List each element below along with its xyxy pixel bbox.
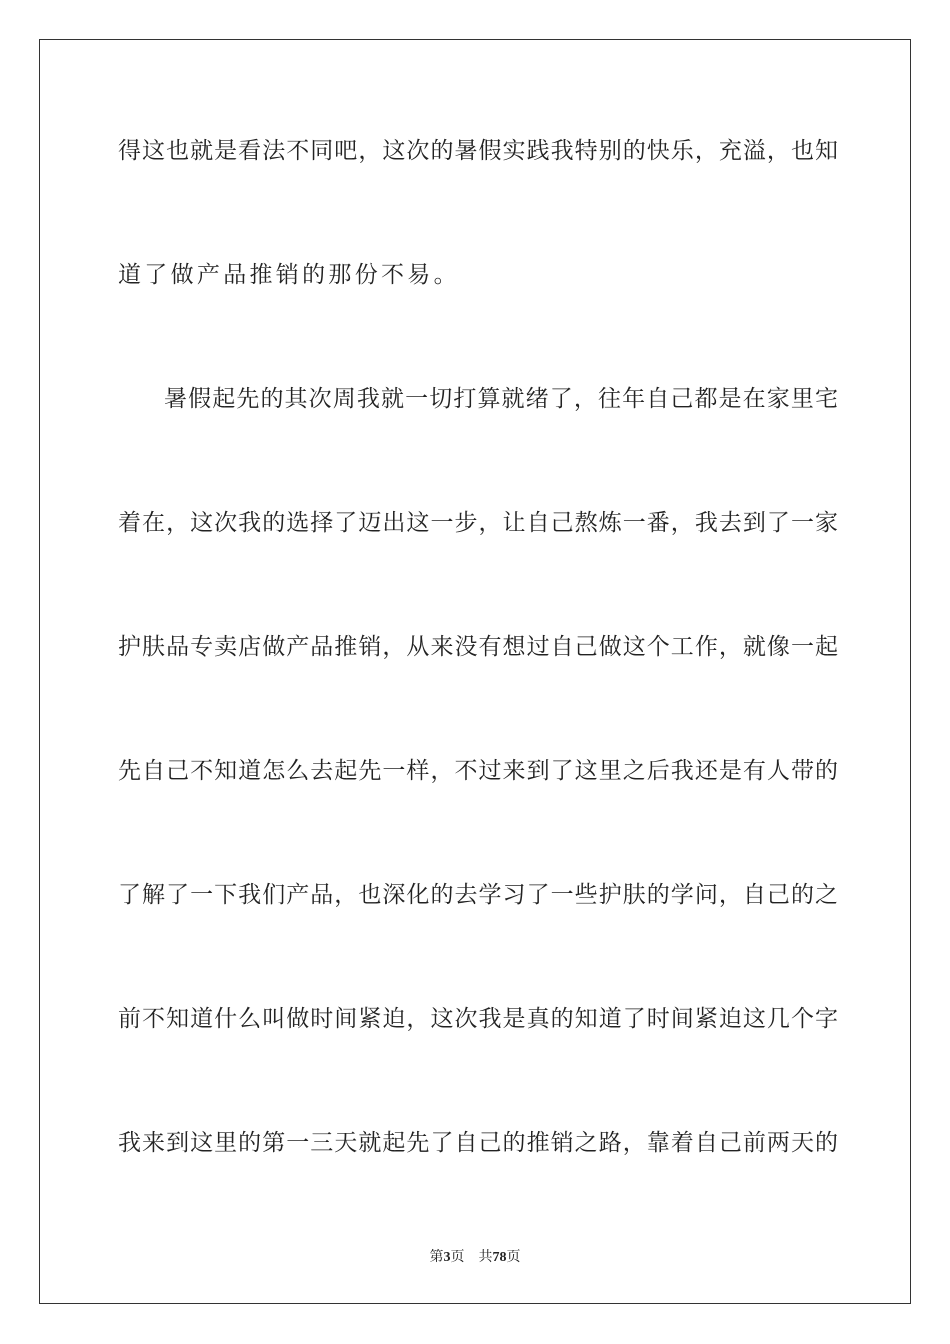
- page-number: 3: [443, 1250, 451, 1265]
- total-prefix: 共: [478, 1250, 493, 1265]
- total-pages: 78: [492, 1250, 507, 1265]
- paragraph-line: 着在，这次我的选择了迈出这一步，让自己熬炼一番，我去到了一家: [118, 510, 838, 536]
- page-footer: [0, 1246, 950, 1266]
- paragraph-line: 先自己不知道怎么去起先一样，不过来到了这里之后我还是有人带的: [118, 758, 838, 784]
- page-border: [39, 39, 911, 1304]
- page-suffix: 页: [450, 1250, 465, 1265]
- page-prefix: 第: [429, 1250, 444, 1265]
- paragraph-line: 我来到这里的第一三天就起先了自己的推销之路，靠着自己前两天的: [118, 1130, 838, 1156]
- total-suffix: 页: [506, 1250, 521, 1265]
- paragraph-line: 得这也就是看法不同吧，这次的暑假实践我特别的快乐，充溢，也知: [118, 138, 838, 164]
- paragraph-line: 了解了一下我们产品，也深化的去学习了一些护肤的学问，自己的之: [118, 882, 838, 908]
- paragraph-line: 道了做产品推销的那份不易。: [118, 262, 460, 288]
- paragraph-line: 暑假起先的其次周我就一切打算就绪了，往年自己都是在家里宅: [164, 386, 838, 412]
- paragraph-line: 前不知道什么叫做时间紧迫，这次我是真的知道了时间紧迫这几个字: [118, 1006, 838, 1032]
- paragraph-line: 护肤品专卖店做产品推销，从来没有想过自己做这个工作，就像一起: [118, 634, 838, 660]
